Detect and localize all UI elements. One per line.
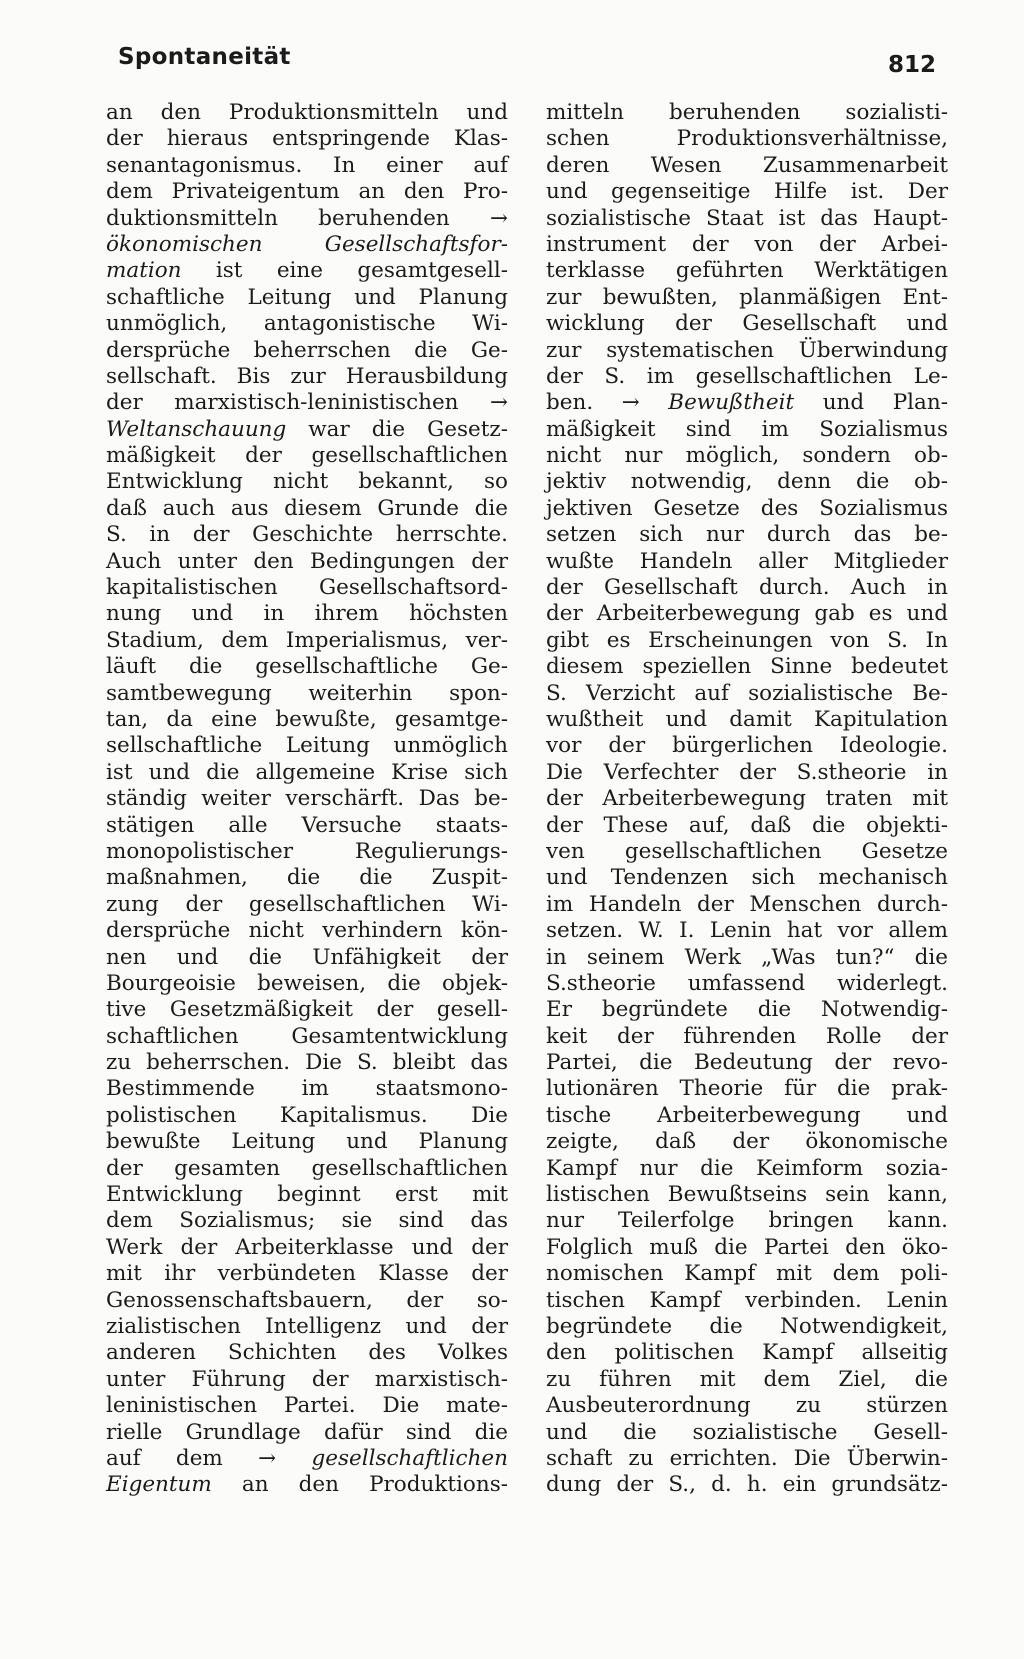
text-line: daß auch aus diesem Grunde die bbox=[106, 495, 508, 521]
text-line: S. in der Geschichte herrschte. bbox=[106, 522, 508, 548]
text-line: Bestimmende im staatsmono- bbox=[106, 1076, 508, 1102]
text-line: samtbewegung weiterhin spon- bbox=[106, 680, 508, 706]
text-line: wußte Handeln aller Mitglieder bbox=[546, 548, 948, 574]
text-line: dem Privateigentum an den Pro- bbox=[106, 179, 508, 205]
page-title: Spontaneität bbox=[118, 44, 291, 70]
text-line: Partei, die Bedeutung der revo- bbox=[546, 1050, 948, 1076]
text-line: nicht nur möglich, sondern ob- bbox=[546, 443, 948, 469]
text-line: ökonomischen Gesellschaftsfor- bbox=[106, 231, 508, 257]
text-line: und die sozialistische Gesell- bbox=[546, 1419, 948, 1445]
text-line: rielle Grundlage dafür sind die bbox=[106, 1419, 508, 1445]
text-line: zu führen mit dem Ziel, die bbox=[546, 1366, 948, 1392]
text-line: Bourgeoisie beweisen, die objek- bbox=[106, 970, 508, 996]
text-line: S.stheorie umfassend widerlegt. bbox=[546, 970, 948, 996]
text-line: Entwicklung beginnt erst mit bbox=[106, 1182, 508, 1208]
text-line: schaft zu errichten. Die Überwin- bbox=[546, 1445, 948, 1471]
text-line: instrument der von der Arbei- bbox=[546, 231, 948, 257]
text-line: Weltanschauung war die Gesetz- bbox=[106, 416, 508, 442]
text-line: wicklung der Gesellschaft und bbox=[546, 311, 948, 337]
text-line: deren Wesen Zusammenarbeit bbox=[546, 152, 948, 178]
text-line: dem Sozialismus; sie sind das bbox=[106, 1208, 508, 1234]
text-line: ven gesellschaftlichen Gesetze bbox=[546, 838, 948, 864]
text-line: ist und die allgemeine Krise sich bbox=[106, 759, 508, 785]
text-line: in seinem Werk „Was tun?“ die bbox=[546, 944, 948, 970]
text-line: sozialistische Staat ist das Haupt- bbox=[546, 205, 948, 231]
text-line: unter Führung der marxistisch- bbox=[106, 1366, 508, 1392]
text-line: sellschaft. Bis zur Herausbildung bbox=[106, 363, 508, 389]
text-line: jektiv notwendig, denn die ob- bbox=[546, 469, 948, 495]
text-line: setzen sich nur durch das be- bbox=[546, 522, 948, 548]
text-line: begründete die Notwendigkeit, bbox=[546, 1313, 948, 1339]
text-line: dersprüche beherrschen die Ge- bbox=[106, 337, 508, 363]
text-line: zeigte, daß der ökonomische bbox=[546, 1129, 948, 1155]
text-line: stätigen alle Versuche staats- bbox=[106, 812, 508, 838]
text-line: polistischen Kapitalismus. Die bbox=[106, 1102, 508, 1128]
text-line: keit der führenden Rolle der bbox=[546, 1023, 948, 1049]
text-line: gibt es Erscheinungen von S. In bbox=[546, 627, 948, 653]
text-line: den politischen Kampf allseitig bbox=[546, 1340, 948, 1366]
text-line: tan, da eine bewußte, gesamtge- bbox=[106, 706, 508, 732]
text-line: Kampf nur die Keimform sozia- bbox=[546, 1155, 948, 1181]
text-line: Werk der Arbeiterklasse und der bbox=[106, 1234, 508, 1260]
text-line: an den Produktionsmitteln und bbox=[106, 100, 508, 125]
text-line: monopolistischer Regulierungs- bbox=[106, 838, 508, 864]
text-line: mitteln beruhenden sozialisti- bbox=[546, 100, 948, 125]
text-line: der hieraus entspringende Klas- bbox=[106, 126, 508, 152]
text-line: auf dem → gesellschaftlichen bbox=[106, 1445, 508, 1471]
text-line: der These auf, daß die objekti- bbox=[546, 812, 948, 838]
page-number: 812 bbox=[887, 52, 936, 78]
text-line: sellschaftliche Leitung unmöglich bbox=[106, 733, 508, 759]
text-line: mation ist eine gesamtgesell- bbox=[106, 258, 508, 284]
text-line: diesem speziellen Sinne bedeutet bbox=[546, 654, 948, 680]
text-line: und gegenseitige Hilfe ist. Der bbox=[546, 179, 948, 205]
text-line: mäßigkeit der gesellschaftlichen bbox=[106, 443, 508, 469]
text-line: wußtheit und damit Kapitulation bbox=[546, 706, 948, 732]
text-line: zu beherrschen. Die S. bleibt das bbox=[106, 1050, 508, 1076]
text-line: nen und die Unfähigkeit der bbox=[106, 944, 508, 970]
text-line: zur systematischen Überwindung bbox=[546, 337, 948, 363]
text-line: läuft die gesellschaftliche Ge- bbox=[106, 654, 508, 680]
text-line: Genossenschaftsbauern, der so- bbox=[106, 1287, 508, 1313]
text-line: Folglich muß die Partei den öko- bbox=[546, 1234, 948, 1260]
text-line: tive Gesetzmäßigkeit der gesell- bbox=[106, 997, 508, 1023]
text-line: Auch unter den Bedingungen der bbox=[106, 548, 508, 574]
text-line: nur Teilerfolge bringen kann. bbox=[546, 1208, 948, 1234]
text-line: duktionsmitteln beruhenden → bbox=[106, 205, 508, 231]
text-line: ben. → Bewußtheit und Plan- bbox=[546, 390, 948, 416]
text-line: jektiven Gesetze des Sozialismus bbox=[546, 495, 948, 521]
text-line: lutionären Theorie für die prak- bbox=[546, 1076, 948, 1102]
text-line: kapitalistischen Gesellschaftsord- bbox=[106, 575, 508, 601]
text-line: zur bewußten, planmäßigen Ent- bbox=[546, 284, 948, 310]
text-line: Entwicklung nicht bekannt, so bbox=[106, 469, 508, 495]
text-line: der S. im gesellschaftlichen Le- bbox=[546, 363, 948, 389]
text-line: mäßigkeit sind im Sozialismus bbox=[546, 416, 948, 442]
text-line: leninistischen Partei. Die mate- bbox=[106, 1393, 508, 1419]
text-line: dung der S., d. h. ein grundsätz- bbox=[546, 1472, 948, 1498]
right-text-column bbox=[546, 100, 948, 1499]
text-line: unmöglich, antagonistische Wi- bbox=[106, 311, 508, 337]
text-line: Ausbeuterordnung zu stürzen bbox=[546, 1393, 948, 1419]
text-line: Er begründete die Notwendig- bbox=[546, 997, 948, 1023]
text-line: und Tendenzen sich mechanisch bbox=[546, 865, 948, 891]
text-line: setzen. W. I. Lenin hat vor allem bbox=[546, 918, 948, 944]
text-line: ständig weiter verschärft. Das be- bbox=[106, 786, 508, 812]
text-line: tischen Kampf verbinden. Lenin bbox=[546, 1287, 948, 1313]
text-line: schen Produktionsverhältnisse, bbox=[546, 126, 948, 152]
text-line: Stadium, dem Imperialismus, ver- bbox=[106, 627, 508, 653]
text-line: zung der gesellschaftlichen Wi- bbox=[106, 891, 508, 917]
left-text-column bbox=[106, 100, 508, 1499]
text-line: der Arbeiterbewegung gab es und bbox=[546, 601, 948, 627]
text-line: listischen Bewußtseins sein kann, bbox=[546, 1182, 948, 1208]
text-line: S. Verzicht auf sozialistische Be- bbox=[546, 680, 948, 706]
text-line: anderen Schichten des Volkes bbox=[106, 1340, 508, 1366]
text-line: schaftliche Leitung und Planung bbox=[106, 284, 508, 310]
text-line: nomischen Kampf mit dem poli- bbox=[546, 1261, 948, 1287]
text-line: nung und in ihrem höchsten bbox=[106, 601, 508, 627]
text-line: vor der bürgerlichen Ideologie. bbox=[546, 733, 948, 759]
text-line: terklasse geführten Werktätigen bbox=[546, 258, 948, 284]
text-line: schaftlichen Gesamtentwicklung bbox=[106, 1023, 508, 1049]
text-line: der gesamten gesellschaftlichen bbox=[106, 1155, 508, 1181]
text-line: senantagonismus. In einer auf bbox=[106, 152, 508, 178]
text-line: im Handeln der Menschen durch- bbox=[546, 891, 948, 917]
text-line: zialistischen Intelligenz und der bbox=[106, 1313, 508, 1339]
text-line: tische Arbeiterbewegung und bbox=[546, 1102, 948, 1128]
text-line: Eigentum an den Produktions- bbox=[106, 1472, 508, 1498]
text-line: der marxistisch-leninistischen → bbox=[106, 390, 508, 416]
text-line: dersprüche nicht verhindern kön- bbox=[106, 918, 508, 944]
text-line: mit ihr verbündeten Klasse der bbox=[106, 1261, 508, 1287]
text-line: maßnahmen, die die Zuspit- bbox=[106, 865, 508, 891]
text-line: der Arbeiterbewegung traten mit bbox=[546, 786, 948, 812]
text-line: der Gesellschaft durch. Auch in bbox=[546, 575, 948, 601]
text-line: Die Verfechter der S.stheorie in bbox=[546, 759, 948, 785]
text-line: bewußte Leitung und Planung bbox=[106, 1129, 508, 1155]
